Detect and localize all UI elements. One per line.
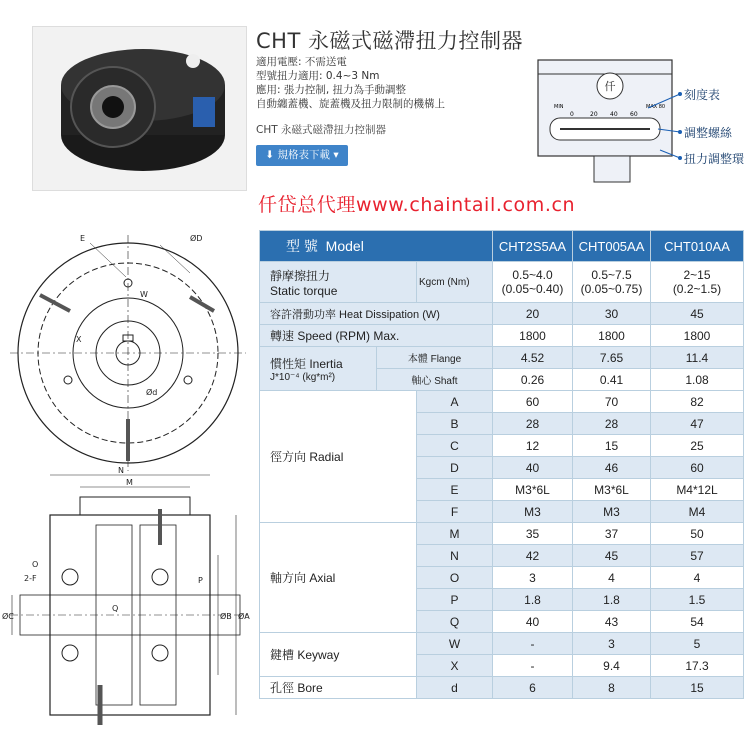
row-label: 靜摩擦扭力 Static torque [260,262,417,303]
table-cell: 35 [493,523,573,545]
table-cell: 46 [573,457,651,479]
table-cell: 60 [651,457,744,479]
table-cell: 54 [651,611,744,633]
table-cell: 1800 [493,325,573,347]
table-cell: 20 [493,303,573,325]
info-line: 應用: 張力控制, 扭力為手動調整 [256,84,407,96]
product-photo [32,26,247,191]
table-cell: 4 [573,567,651,589]
table-cell: 15 [651,677,744,699]
table-cell: 60 [493,391,573,413]
technical-drawings [0,225,258,750]
table-cell: 28 [493,413,573,435]
table-cell: 50 [651,523,744,545]
table-cell: 11.4 [651,347,744,369]
dim-label: P [198,576,203,585]
dim-key: X [417,655,493,677]
table-cell: 57 [651,545,744,567]
dim-key: D [417,457,493,479]
dim-key: B [417,413,493,435]
dim-label: E [80,234,86,243]
download-icon: ⬇ [265,149,275,161]
adjust-label-screw: 調整螺絲 [684,126,733,140]
table-cell: 42 [493,545,573,567]
spec-table [259,230,744,699]
table-cell: 1800 [651,325,744,347]
scale-tick: 0 [570,111,574,118]
dim-key: C [417,435,493,457]
sub-label: 軸心 Shaft [377,369,493,391]
table-cell: M3*6L [573,479,651,501]
table-cell: M3 [573,501,651,523]
table-cell: 12 [493,435,573,457]
group-label: 孔徑 Bore [260,677,417,699]
info-line: 型號扭力適用: 0.4~3 Nm [256,70,380,82]
dim-key: E [417,479,493,501]
dim-key: O [417,567,493,589]
dim-key: P [417,589,493,611]
table-cell: M4 [651,501,744,523]
table-cell: 0.26 [493,369,573,391]
adjust-label-ring: 扭力調整環 [684,152,745,166]
table-row [260,523,744,545]
table-cell: 2~15 (0.2~1.5) [651,262,744,303]
dim-key: M [417,523,493,545]
table-cell: 7.65 [573,347,651,369]
table-cell: 43 [573,611,651,633]
table-cell: 1800 [573,325,651,347]
table-cell: 17.3 [651,655,744,677]
table-cell: 1.8 [493,589,573,611]
dim-label: 2-F [24,574,37,583]
table-cell: 5 [651,633,744,655]
dim-label: ØB [220,612,232,621]
dim-key: W [417,633,493,655]
table-cell: 1.5 [651,589,744,611]
table-cell: 0.41 [573,369,651,391]
scale-tick: 60 [630,111,638,118]
info-line: 適用電壓: 不需送電 [256,56,347,68]
dim-key: N [417,545,493,567]
table-cell: 1.8 [573,589,651,611]
dim-key: A [417,391,493,413]
row-label: 容許滑動功率 Heat Dissipation (W) [260,303,493,325]
table-cell: 4 [651,567,744,589]
dim-label: N [118,466,124,475]
table-row [260,677,744,699]
dim-label: ØC [2,612,14,621]
table-row [260,633,744,655]
dim-label: Ød [146,388,158,397]
dim-label: X [76,335,82,344]
table-cell: 15 [573,435,651,457]
dim-label: Q [112,604,119,613]
model-col: CHT005AA [573,231,651,262]
table-cell: 40 [493,457,573,479]
table-cell: 40 [493,611,573,633]
table-header-row [260,231,744,262]
scale-tick: MAX 80 [646,104,666,110]
unit-label: Kgcm (Nm) [417,262,493,303]
caret-down-icon: ▾ [333,149,339,161]
table-cell: - [493,655,573,677]
table-cell: 45 [651,303,744,325]
table-cell: 25 [651,435,744,457]
scale-tick: MIN [554,104,564,110]
table-cell: 37 [573,523,651,545]
scale-tick: 20 [590,111,598,118]
model-col: CHT010AA [651,231,744,262]
table-cell: 28 [573,413,651,435]
table-cell: 9.4 [573,655,651,677]
table-cell: M3*6L [493,479,573,501]
model-col: CHT2S5AA [493,231,573,262]
dim-label: M [126,478,133,487]
svg-text:仟: 仟 [604,80,616,93]
table-row [260,262,744,303]
info-line: 自動纏蓋機、旋蓋機及扭力限制的機構上 [256,98,445,110]
table-cell: 6 [493,677,573,699]
table-cell: 1.08 [651,369,744,391]
sub-label: 本體 Flange [377,347,493,369]
table-row [260,347,744,369]
table-cell: 70 [573,391,651,413]
table-cell: 47 [651,413,744,435]
group-label: 軸方向 Axial [260,523,417,633]
table-cell: 82 [651,391,744,413]
agent-banner: 仟岱总代理www.chaintail.com.cn [258,194,576,216]
product-subtitle: CHT 永磁式磁滯扭力控制器 [256,124,386,136]
dim-label: O [32,560,39,569]
dim-label: W [140,290,148,299]
group-label: 徑方向 Radial [260,391,417,523]
dim-label: ØD [190,234,203,243]
row-label: 慣性矩 Inertia J*10⁻⁴ (kg*m²) [260,347,377,391]
table-cell: 4.52 [493,347,573,369]
table-cell: M3 [493,501,573,523]
table-cell: 8 [573,677,651,699]
dim-key: F [417,501,493,523]
table-row [260,391,744,413]
table-row [260,303,744,325]
table-cell: 0.5~4.0 (0.05~0.40) [493,262,573,303]
dim-label: ØA [238,612,250,621]
model-header: 型 號 Model [260,231,493,262]
dim-key: d [417,677,493,699]
table-cell: M4*12L [651,479,744,501]
table-cell: 45 [573,545,651,567]
table-cell: 3 [493,567,573,589]
row-label: 轉速 Speed (RPM) Max. [260,325,493,347]
table-cell: 0.5~7.5 (0.05~0.75) [573,262,651,303]
table-cell: 30 [573,303,651,325]
dim-key: Q [417,611,493,633]
adjustment-diagram [510,56,745,184]
adjust-label-scale: 刻度表 [684,88,721,102]
page-title: CHT 永磁式磁滯扭力控制器 [256,29,523,53]
table-row [260,325,744,347]
download-spec-button[interactable] [256,145,348,166]
scale-tick: 40 [610,111,618,118]
group-label: 鍵槽 Keyway [260,633,417,677]
table-cell: - [493,633,573,655]
table-cell: 3 [573,633,651,655]
download-label: 規格表下載 [277,149,331,161]
